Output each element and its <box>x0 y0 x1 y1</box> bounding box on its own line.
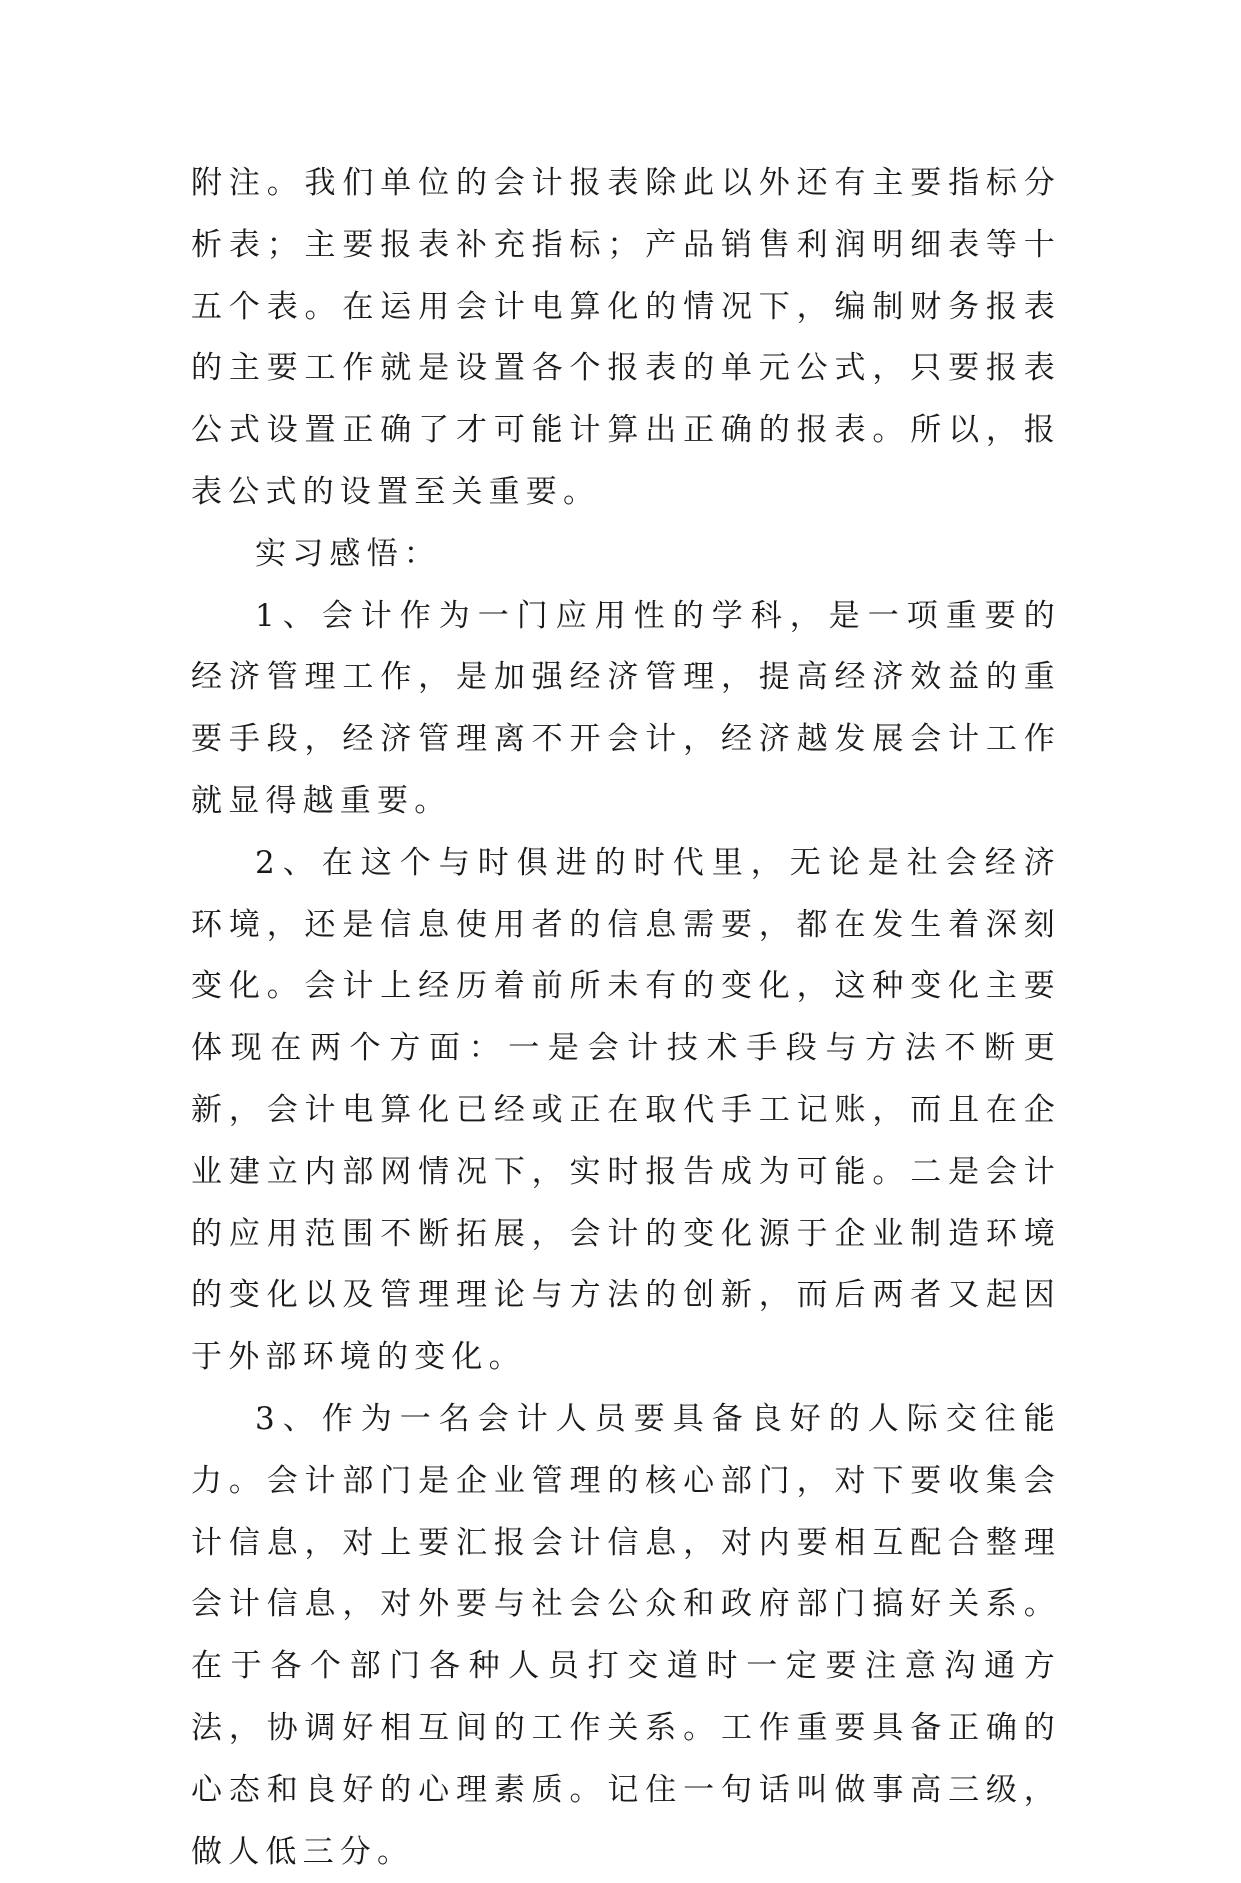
paragraph-point-1: 1、会计作为一门应用性的学科，是一项重要的经济管理工作，是加强经济管理，提高经济效益的重要手段，经济管理离不开会计，经济越发展会计工作就显得越重要。 <box>191 597 1061 819</box>
paragraph-continuation: 附注。我们单位的会计报表除此以外还有主要指标分析表；主要报表补充指标；产品销售利润明细表等十五个表。在运用会计电算化的情况下，编制财务报表的主要工作就是设置各个报表的单元公式，只要报表公式设置正确了才可能计算出正确的报表。所以，报表公式的设置至关重要。 <box>191 165 1061 510</box>
body-text <box>191 153 1061 1883</box>
paragraph-point-2: 2、在这个与时俱进的时代里，无论是社会经济环境，还是信息使用者的信息需要，都在发生着深刻变化。会计上经历着前所未有的变化，这种变化主要体现在两个方面：一是会计技术手段与方法不断更新，会计电算化已经或正在取代手工记账，而且在企业建立内部网情况下，实时报告成为可能。二是会计的应用范围不断拓展，会计的变化源于企业制造环境的变化以及管理理论与方法的创新，而后两者又起因于外部环境的变化。 <box>191 844 1061 1376</box>
paragraph-point-3: 3、作为一名会计人员要具备良好的人际交往能力。会计部门是企业管理的核心部门，对下要收集会计信息，对上要汇报会计信息，对内要相互配合整理会计信息，对外要与社会公众和政府部门搞好关系。在于各个部门各种人员打交道时一定要注意沟通方法，协调好相互间的工作关系。工作重要具备正确的心态和良好的心理素质。记住一句话叫做事高三级，做人低三分。 <box>191 1400 1061 1870</box>
paragraph-heading-internship-reflections: 实习感悟： <box>255 535 441 572</box>
